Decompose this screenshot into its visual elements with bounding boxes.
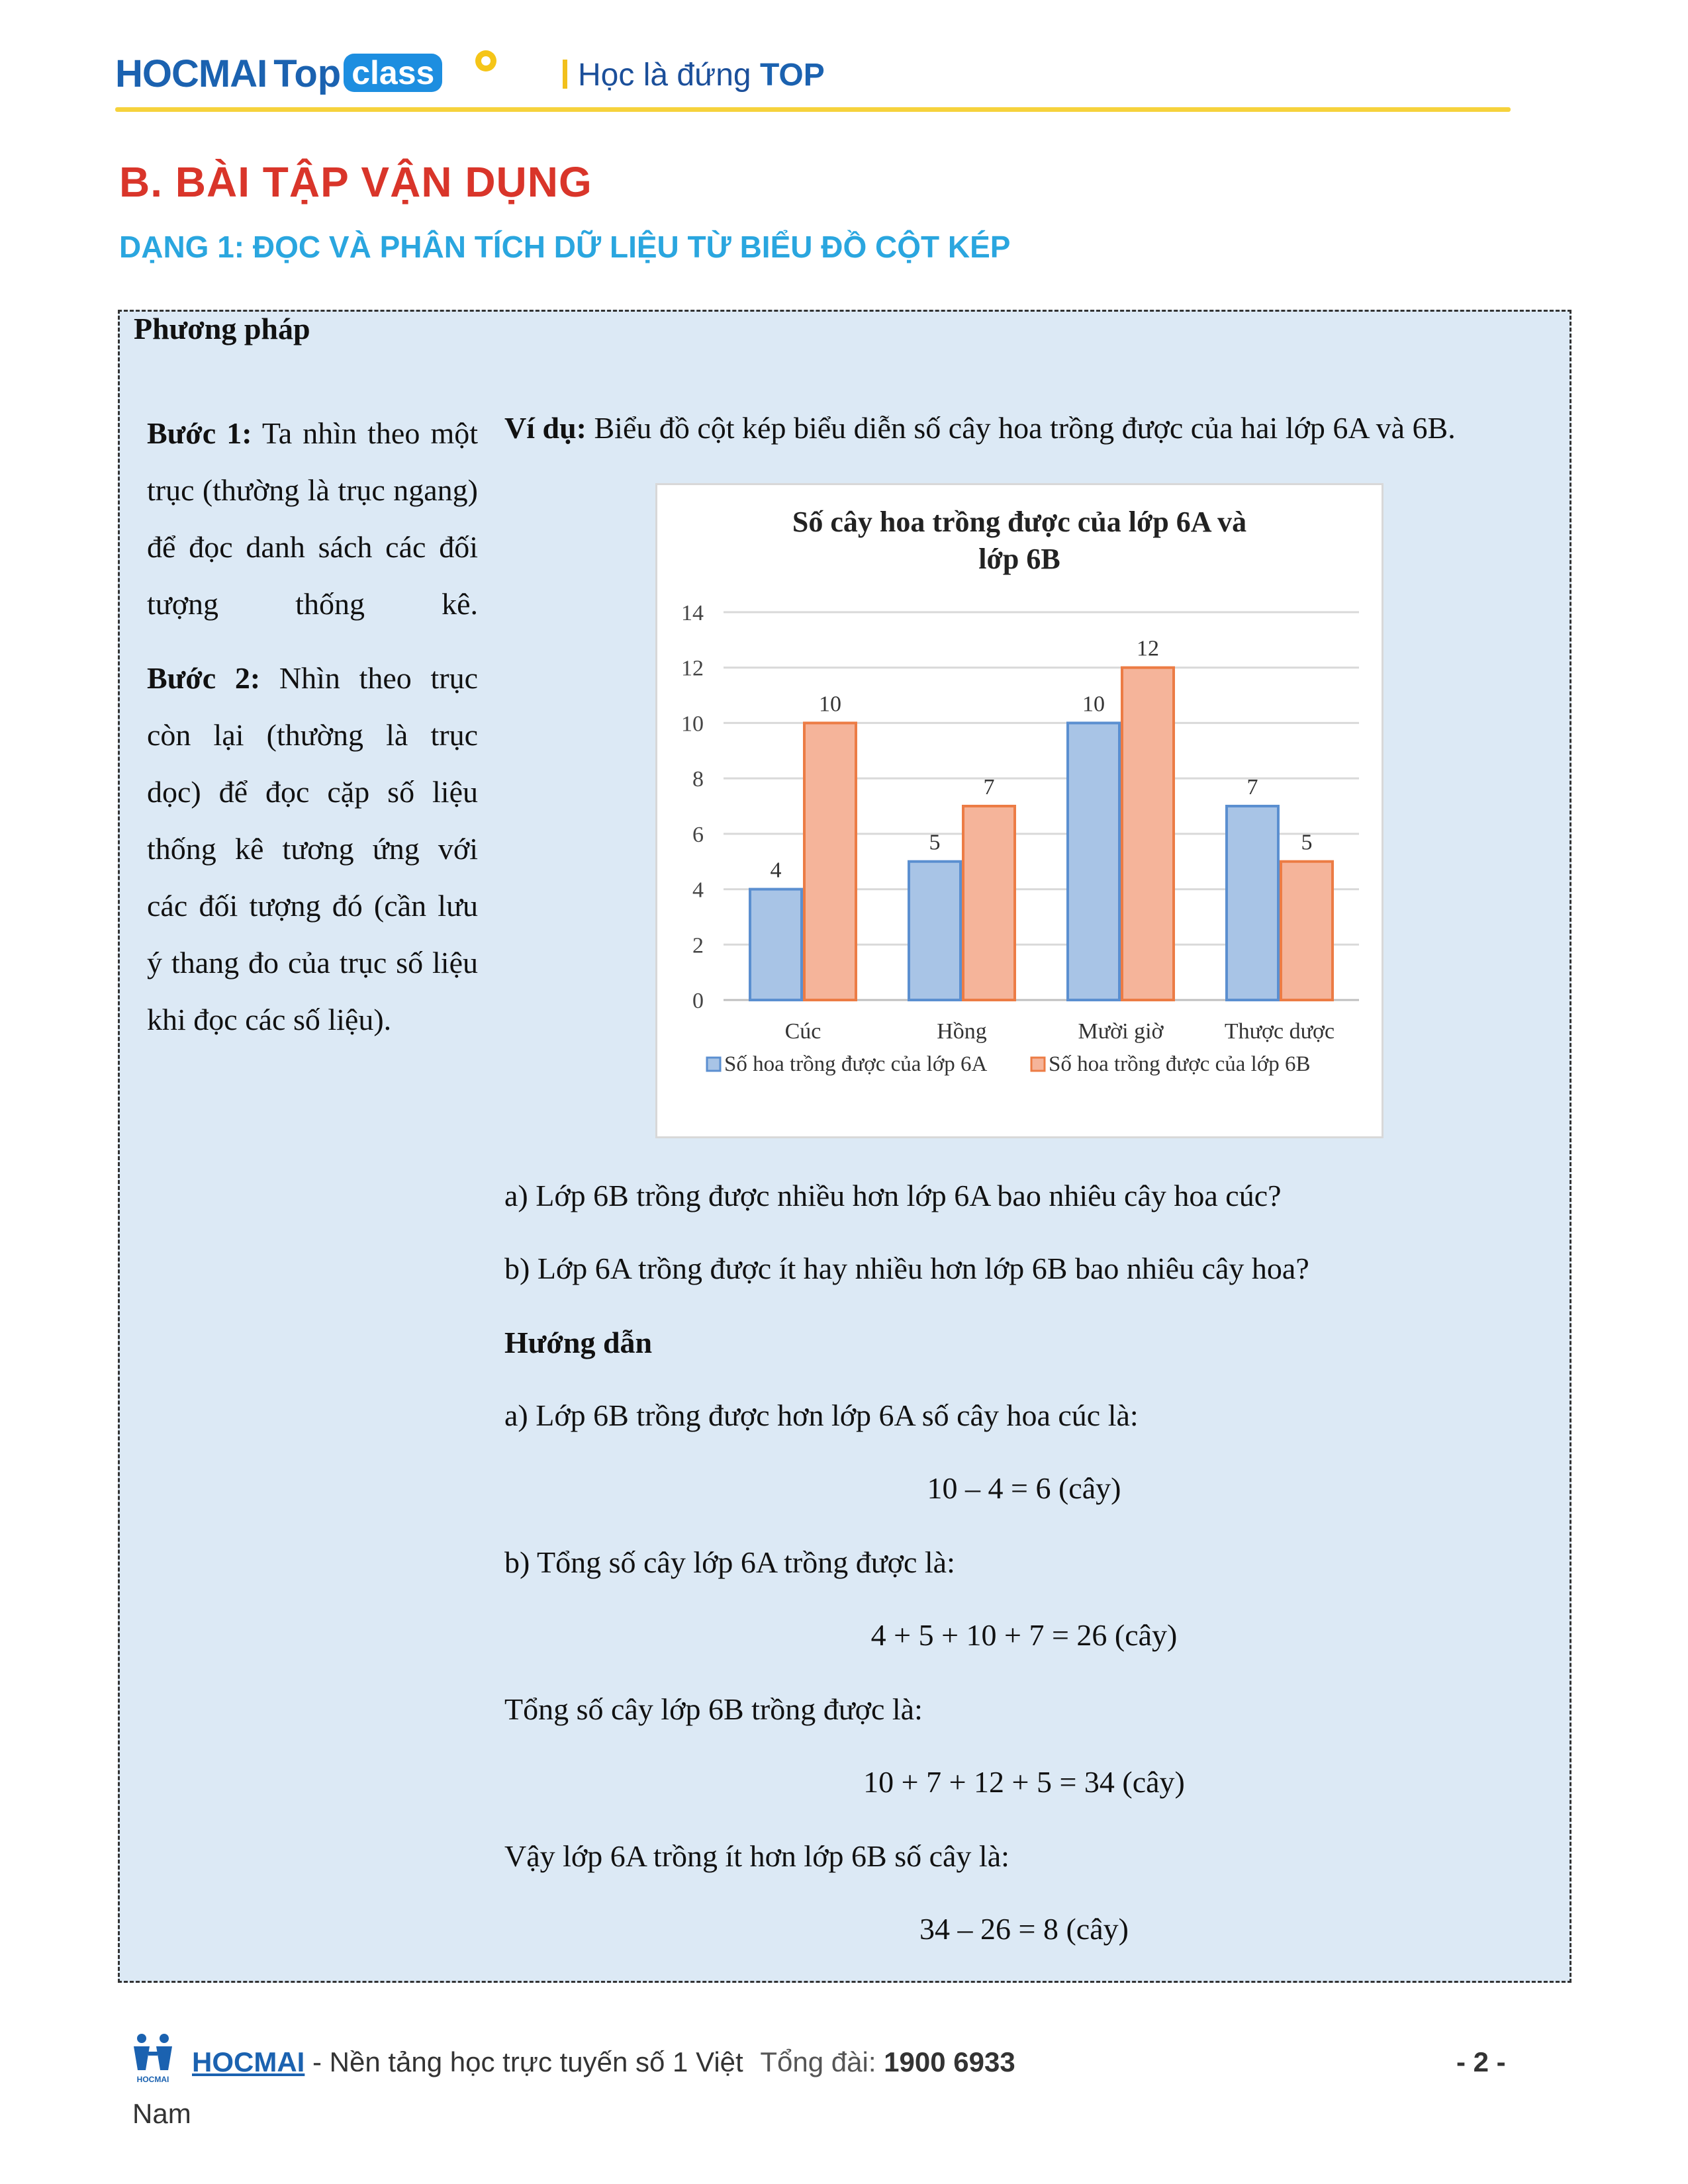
bar-6b xyxy=(804,723,856,1000)
brand-logo xyxy=(115,52,442,111)
legend-label-6a: Số hoa trồng được của lớp 6A xyxy=(724,1052,988,1076)
question-a: a) Lớp 6B trồng được nhiều hơn lớp 6A bao nhiêu cây hoa cúc? xyxy=(504,1179,1282,1212)
question-b: b) Lớp 6A trồng được ít hay nhiều hơn lớp 6B bao nhiêu cây hoa? xyxy=(504,1251,1309,1285)
bar-6b xyxy=(1122,668,1174,1000)
y-tick-label: 4 xyxy=(692,878,704,903)
bar-value-label: 5 xyxy=(1301,830,1313,855)
logo-top-text: Top xyxy=(273,52,342,95)
footer-logo xyxy=(130,2032,176,2085)
example-label: Ví dụ: xyxy=(504,411,586,445)
method-heading: Phương pháp xyxy=(134,312,310,345)
y-tick-label: 10 xyxy=(681,711,704,737)
y-tick-label: 8 xyxy=(692,767,704,792)
guide-heading: Hướng dẫn xyxy=(504,1326,653,1359)
footer-brand-link[interactable]: HOCMAI xyxy=(192,2046,305,2077)
y-tick-label: 6 xyxy=(692,822,704,847)
y-tick-label: 14 xyxy=(681,601,704,625)
legend-label-6b: Số hoa trồng được của lớp 6B xyxy=(1049,1052,1311,1076)
x-category-label: Hồng xyxy=(937,1019,987,1044)
guide-b-calc-3: 34 – 26 = 8 (cây) xyxy=(919,1912,1129,1946)
guide-b-text-2: Tổng số cây lớp 6B trồng được là: xyxy=(504,1692,923,1726)
guide-b-text-1: b) Tổng số cây lớp 6A trồng được là: xyxy=(504,1545,955,1579)
logo-hocmai-text: HOCMAI xyxy=(115,52,267,95)
footer-line xyxy=(192,2046,1015,2078)
bar-6a xyxy=(1227,806,1278,1000)
guide-a-calc: 10 – 4 = 6 (cây) xyxy=(927,1471,1121,1505)
step-2-label: Bước 2: xyxy=(147,661,261,695)
slogan-divider xyxy=(563,60,567,89)
bar-6b xyxy=(1281,862,1333,1000)
logo-class-badge: class xyxy=(344,54,442,92)
exercise-type-title: DẠNG 1: ĐỌC VÀ PHÂN TÍCH DỮ LIỆU TỪ BIỂU ĐỒ CỘT KÉP xyxy=(119,230,1011,264)
bar-value-label: 7 xyxy=(1246,775,1258,799)
legend-swatch-6a xyxy=(707,1058,720,1071)
footer-logo-caption: HOCMAI xyxy=(136,2075,169,2084)
section-title: B. BÀI TẬP VẬN DỤNG xyxy=(119,158,592,206)
footer-hotline: 1900 6933 xyxy=(884,2046,1015,2077)
double-bar-chart xyxy=(657,485,1382,1136)
example-text: Biểu đồ cột kép biểu diễn số cây hoa trồng được của hai lớp 6A và 6B. xyxy=(594,411,1456,445)
x-category-label: Mười giờ xyxy=(1078,1019,1164,1044)
chart-title-line-1: Số cây hoa trồng được của lớp 6A và xyxy=(792,506,1247,538)
header-divider xyxy=(115,107,1511,112)
step-2-text: Nhìn theo trục còn lại (thường là trục dọc) để đọc cặp số liệu thống kê tương ứng với các đối tượng đó (cần lưu ý thang đo của trục số liệu khi đọc các số liệu). xyxy=(147,661,478,1036)
footer-tagline-wrap: Nam xyxy=(132,2098,191,2129)
step-1-text: Ta nhìn theo một trục (thường là trục ngang) để đọc danh sách các đối tượng thống kê. xyxy=(147,416,478,621)
logo-star-icon xyxy=(473,48,499,74)
y-tick-label: 0 xyxy=(692,989,704,1013)
step-2 xyxy=(147,650,478,1048)
guide-b-text-3: Vậy lớp 6A trồng ít hơn lớp 6B số cây là: xyxy=(504,1839,1009,1873)
chart-card xyxy=(655,483,1383,1138)
example-intro xyxy=(504,410,1456,445)
step-1 xyxy=(147,405,478,637)
guide-b-calc-2: 10 + 7 + 12 + 5 = 34 (cây) xyxy=(863,1765,1185,1799)
chart-title-line-2: lớp 6B xyxy=(978,543,1060,575)
footer-hotline-label: Tổng đài: xyxy=(760,2046,876,2077)
y-tick-label: 2 xyxy=(692,933,704,958)
x-category-label: Cúc xyxy=(784,1019,821,1044)
page-number: - 2 - xyxy=(1456,2046,1506,2077)
slogan xyxy=(563,57,825,93)
bar-value-label: 12 xyxy=(1137,636,1159,661)
guide-b-calc-1: 4 + 5 + 10 + 7 = 26 (cây) xyxy=(870,1618,1178,1652)
slogan-text: Học là đứng xyxy=(578,58,751,93)
bar-value-label: 5 xyxy=(929,830,941,855)
bar-6a xyxy=(750,889,802,1000)
x-category-label: Thược dược xyxy=(1224,1019,1335,1044)
bar-value-label: 10 xyxy=(819,692,841,717)
bar-value-label: 10 xyxy=(1082,692,1105,717)
step-1-label: Bước 1: xyxy=(147,416,252,450)
bar-value-label: 7 xyxy=(983,775,995,799)
y-tick-label: 12 xyxy=(681,656,704,681)
legend-swatch-6b xyxy=(1031,1058,1045,1071)
bar-6a xyxy=(1068,723,1119,1000)
bar-value-label: 4 xyxy=(770,858,782,883)
bar-6a xyxy=(909,862,961,1000)
slogan-emphasis: TOP xyxy=(759,58,825,93)
bar-6b xyxy=(963,806,1015,1000)
people-icon xyxy=(130,2032,176,2071)
footer-tagline: - Nền tảng học trực tuyến số 1 Việt xyxy=(305,2046,743,2077)
guide-a-text: a) Lớp 6B trồng được hơn lớp 6A số cây hoa cúc là: xyxy=(504,1398,1139,1432)
